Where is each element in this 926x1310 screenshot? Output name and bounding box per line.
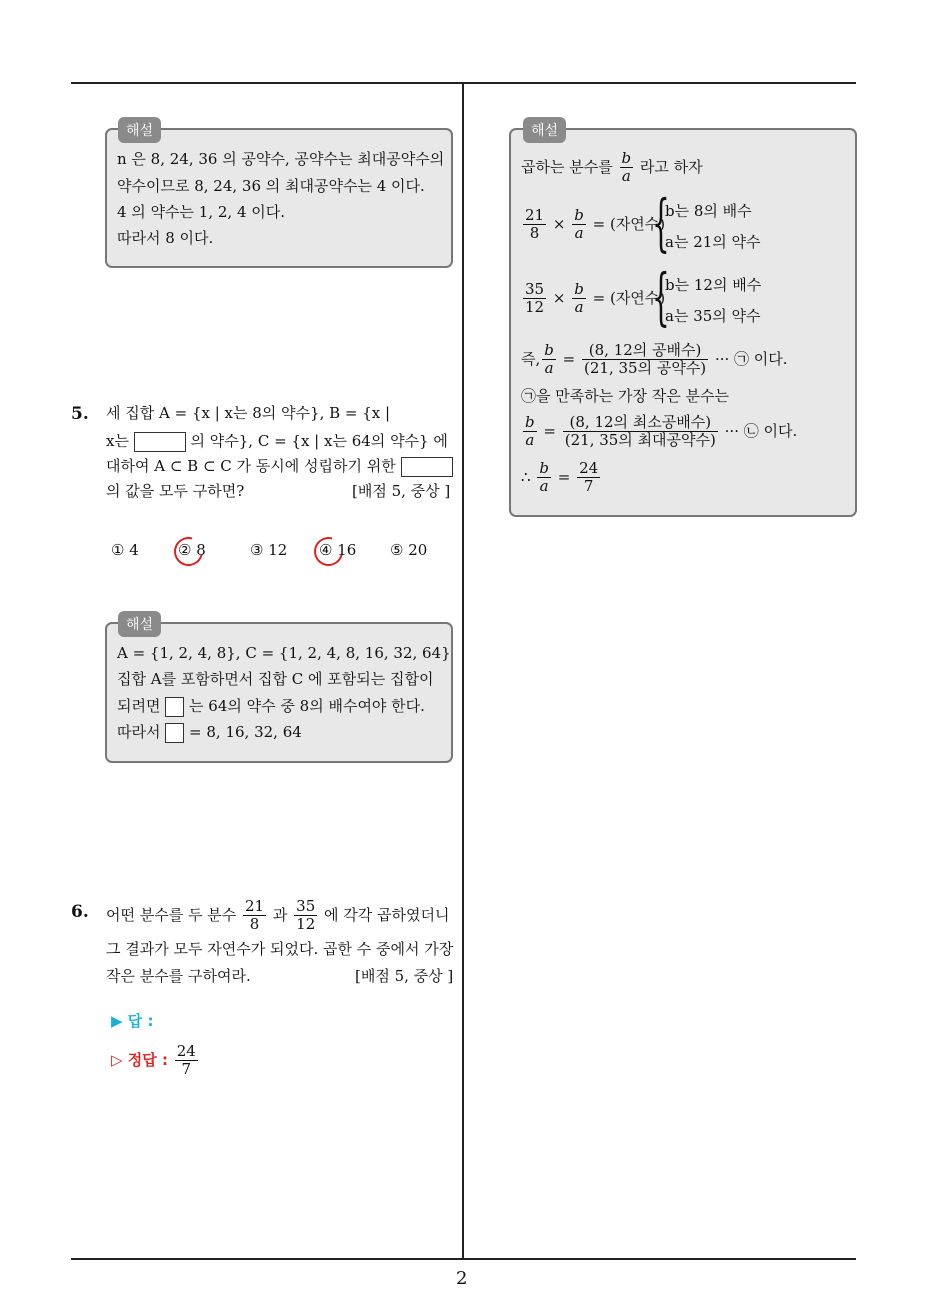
q6-line-1c: 에 각각 곱하였더니	[324, 905, 450, 924]
sol6-cond-1b: a는 21의 약수	[665, 233, 761, 251]
choice-5[interactable]: ⑤ 20	[390, 541, 428, 559]
choice-4[interactable]: ④ 16	[319, 541, 357, 559]
solution-tag: 해설	[523, 117, 566, 143]
page-number: 2	[456, 1268, 468, 1289]
sol6-eq1: $\frac{21}{8}$ × $\frac{b}{a}$ = (자연수)	[525, 206, 666, 243]
sol1-line-2: 약수이므로 8, 24, 36 의 최대공약수는 4 이다.	[117, 177, 425, 195]
q5-line-2	[106, 432, 448, 452]
fraction-21-8: $\frac{21}{8}$	[245, 897, 265, 934]
sol5-line-3a: 되려면	[117, 697, 161, 715]
answer-blank-box	[165, 723, 184, 743]
q5-line-1: 세 집합 A = {x | x는 8의 약수}, B = {x |	[106, 404, 391, 422]
sol6-eq2: $\frac{35}{12}$ × $\frac{b}{a}$ = (자연수)	[525, 280, 666, 317]
choice-1[interactable]: ① 4	[111, 541, 139, 559]
fraction-35-12: $\frac{35}{12}$	[296, 897, 316, 934]
choice-2[interactable]: ② 8	[178, 541, 206, 559]
q5-line-4: 의 값을 모두 구하면?	[106, 482, 245, 500]
q6-line-3: 작은 분수를 구하여라.	[106, 967, 251, 985]
q6-line-1a: 어떤 분수를 두 분수	[106, 905, 237, 924]
solution-box-1	[105, 128, 453, 268]
correct-answer-label: ▷ 정답 :	[111, 1050, 168, 1069]
bottom-rule	[71, 1258, 856, 1260]
top-rule	[71, 82, 856, 84]
answer-blank-box	[401, 457, 453, 477]
sol6-result: ∴ $\frac{b}{a}$ = $\frac{24}{7}$	[521, 459, 599, 496]
sol5-line-1: A = {1, 2, 4, 8}, C = {1, 2, 4, 8, 16, 32, 64}	[117, 644, 451, 662]
q6-points: [배점 5, 중상 ]	[355, 967, 454, 985]
brace-2: {	[652, 260, 670, 333]
q5-line-2a: x는	[106, 432, 129, 450]
q5-line-3	[106, 457, 453, 477]
fraction-b-a: $\frac{b}{a}$	[621, 149, 632, 186]
sol1-line-1: n 은 8, 24, 36 의 공약수, 공약수는 최대공약수의	[117, 150, 445, 168]
q5-line-2b: 의 약수}, C = {x | x는 64의 약수} 에	[190, 432, 448, 450]
q6-line-2: 그 결과가 모두 자연수가 되었다. 곱한 수 중에서 가장	[106, 940, 454, 958]
sol5-line-4a: 따라서	[117, 723, 161, 741]
solution-tag: 해설	[118, 611, 161, 637]
question-5-number: 5.	[71, 404, 89, 424]
correct-answer-fraction: $\frac{24}{7}$	[176, 1042, 196, 1079]
sol5-line-4b: = 8, 16, 32, 64	[189, 723, 302, 741]
q6-line-1	[106, 898, 450, 934]
answer-mark-circle	[309, 532, 349, 572]
sol6-cond-2a: b는 12의 배수	[665, 276, 762, 294]
sol5-line-3b: 는 64의 약수 중 8의 배수여야 한다.	[189, 697, 425, 715]
choice-3[interactable]: ③ 12	[250, 541, 288, 559]
column-divider	[462, 82, 464, 1259]
sol5-line-2: 집합 A를 포함하면서 집합 C 에 포함되는 집합이	[117, 670, 434, 688]
answer-blank-box	[165, 697, 184, 717]
sol1-line-4: 따라서 8 이다.	[117, 229, 214, 247]
solution-tag: 해설	[118, 117, 161, 143]
sol5-line-3	[117, 697, 425, 717]
sol1-line-3: 4 의 약수는 1, 2, 4 이다.	[117, 203, 286, 221]
q5-points: [배점 5, 중상 ]	[352, 482, 451, 500]
sol6-cond-1a: b는 8의 배수	[665, 202, 752, 220]
sol5-line-4	[117, 723, 302, 743]
brace-1: {	[652, 186, 670, 259]
correct-answer-row	[111, 1043, 200, 1079]
sol6-general: 즉, $\frac{b}{a}$ = $\frac{\text{(8, 12의 공배수)}}{\text{(21, 35의 공약수)}}$ ··· ㉠ 이다.	[521, 341, 788, 378]
answer-blank-box	[134, 432, 186, 452]
answer-mark-circle	[169, 532, 209, 572]
sol6-cond-2b: a는 35의 약수	[665, 307, 761, 325]
question-6-number: 6.	[71, 902, 89, 922]
q5-line-3a: 대하여 A ⊂ B ⊂ C 가 동시에 성립하기 위한	[106, 457, 396, 475]
sol6-line-min: ㉠을 만족하는 가장 작은 분수는	[521, 387, 729, 405]
answer-label: ▶ 답 :	[111, 1012, 154, 1030]
sol6-intro: 곱하는 분수를 $\frac{b}{a}$ 라고 하자	[521, 149, 703, 186]
q6-line-1b: 과	[272, 905, 288, 924]
sol6-minimum: $\frac{b}{a}$ = $\frac{\text{(8, 12의 최소공배수)}}{\text{(21, 35의 최대공약수)}}$ ··· ㉡ 이다.	[525, 413, 798, 450]
